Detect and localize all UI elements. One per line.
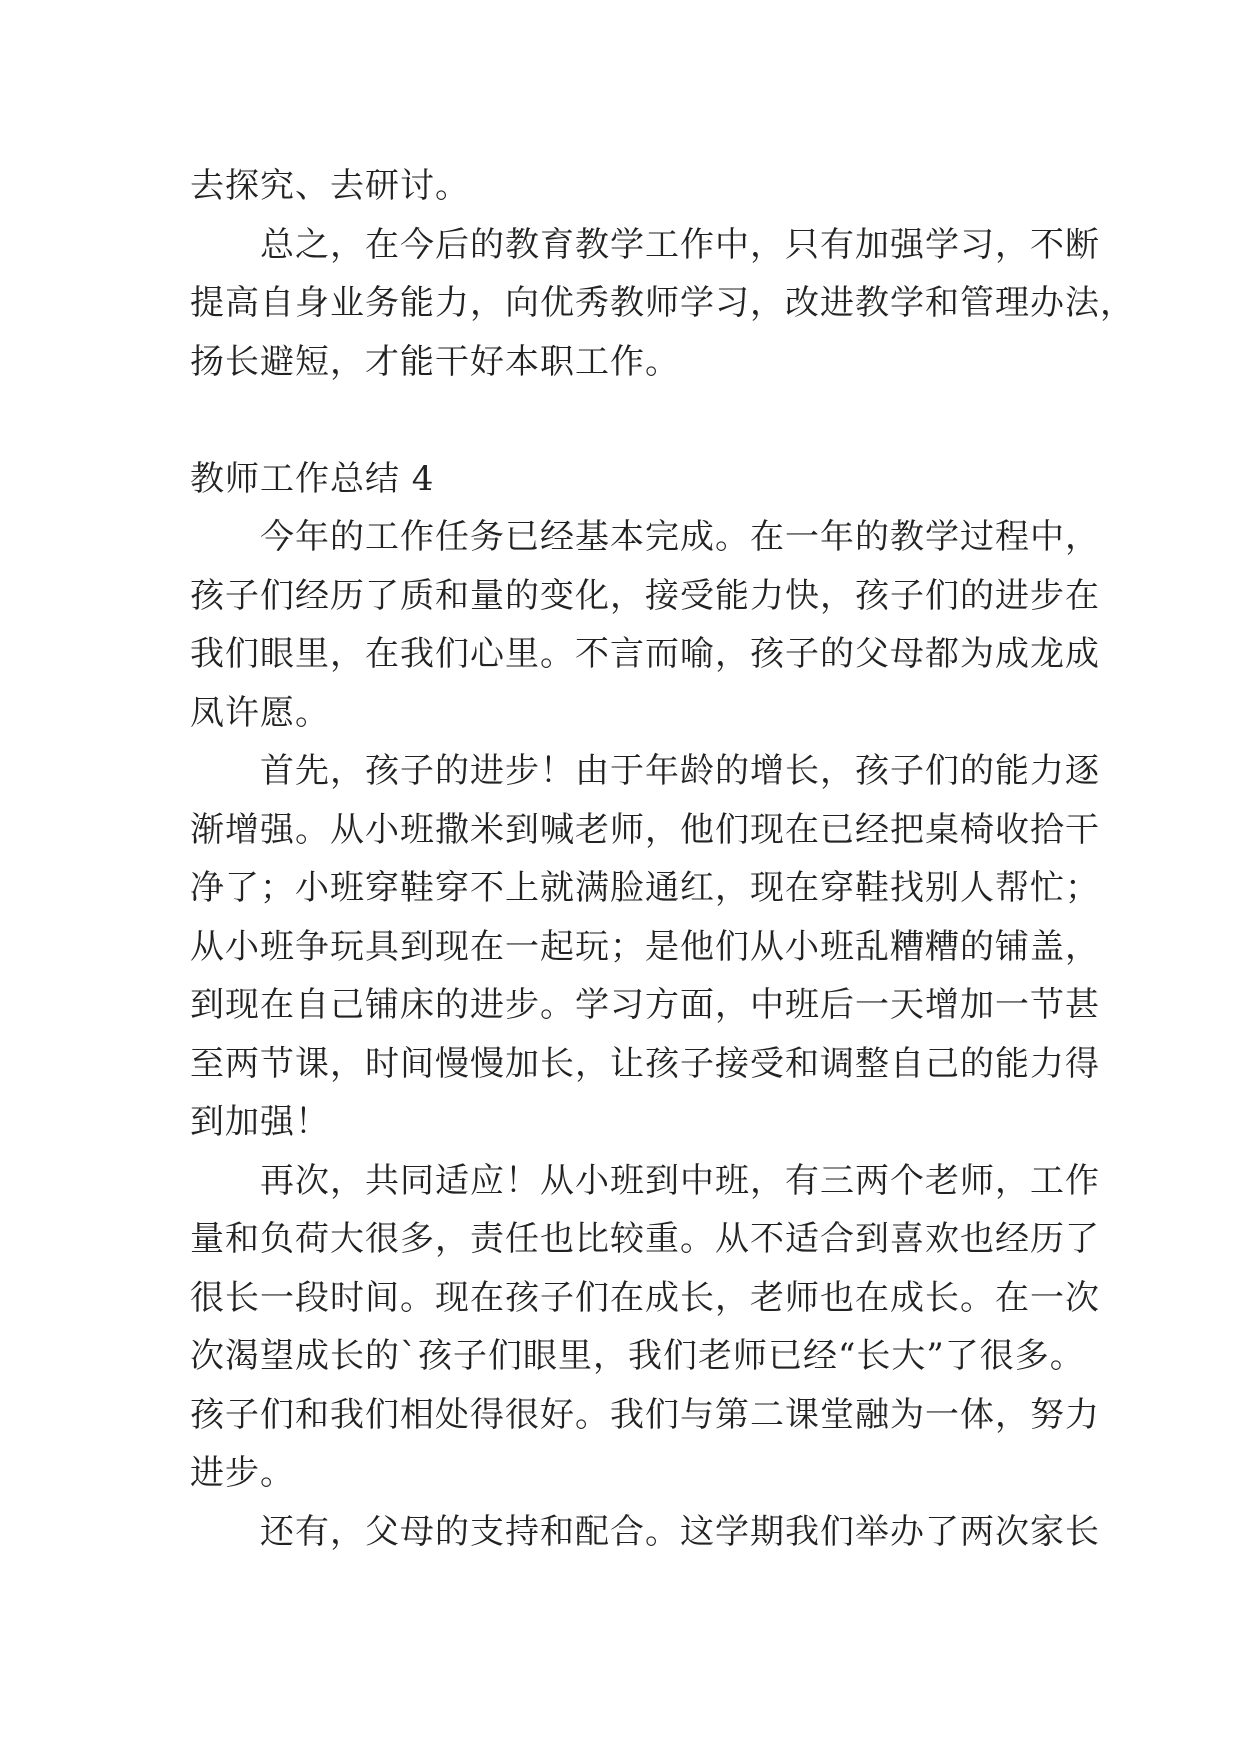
text-line: 净了；小班穿鞋穿不上就满脸通红，现在穿鞋找别人帮忙；: [190, 868, 1100, 908]
text-line: 首先，孩子的进步！由于年龄的增长，孩子们的能力逐: [260, 751, 1100, 791]
text-line: 到加强！: [190, 1102, 330, 1142]
text-line: 次渴望成长的`孩子们眼里，我们老师已经“长大”了很多。: [190, 1336, 1085, 1376]
paragraph-summary: [190, 216, 1135, 392]
text-line: 进步。: [190, 1453, 295, 1493]
paragraph-2: [190, 742, 1100, 1152]
text-line: 孩子们和我们相处得很好。我们与第二课堂融为一体，努力: [190, 1394, 1100, 1435]
text-line: 到现在自己铺床的进步。学习方面，中班后一天增加一节甚: [190, 985, 1100, 1025]
section-title: 教师工作总结 4: [190, 458, 435, 499]
document-body: [190, 157, 1135, 1561]
text-line: 从小班争玩具到现在一起玩；是他们从小班乱糟糟的铺盖，: [190, 926, 1100, 967]
paragraph-3: [190, 1152, 1100, 1503]
paragraph-1: [190, 508, 1100, 742]
text-line: 今年的工作任务已经基本完成。在一年的教学过程中，: [260, 517, 1100, 557]
text-line: 渐增强。从小班撒米到喊老师，他们现在已经把桌椅收拾干: [190, 809, 1100, 850]
paragraph-4: [190, 1503, 1100, 1562]
text-line: 很长一段时间。现在孩子们在成长，老师也在成长。在一次: [190, 1277, 1100, 1318]
text-line: 凤许愿。: [190, 692, 330, 733]
text-line: 还有，父母的支持和配合。这学期我们举办了两次家长: [260, 1511, 1100, 1552]
text-line: 至两节课，时间慢慢加长，让孩子接受和调整自己的能力得: [190, 1043, 1100, 1084]
text-line: 扬长避短，才能干好本职工作。: [190, 341, 680, 382]
text-line: 孩子们经历了质和量的变化，接受能力快，孩子们的进步在: [190, 575, 1100, 616]
blank-line: [190, 391, 1060, 450]
text-line: 提高自身业务能力，向优秀教师学习，改进教学和管理办法，: [190, 283, 1135, 323]
text-line: 去探究、去研讨。: [190, 166, 470, 206]
text-line: 总之，在今后的教育教学工作中，只有加强学习，不断: [260, 224, 1100, 265]
text-line: 再次，共同适应！从小班到中班，有三两个老师，工作: [260, 1160, 1100, 1201]
text-line: 我们眼里，在我们心里。不言而喻，孩子的父母都为成龙成: [190, 634, 1100, 674]
text-line: 量和负荷大很多，责任也比较重。从不适合到喜欢也经历了: [190, 1219, 1100, 1259]
